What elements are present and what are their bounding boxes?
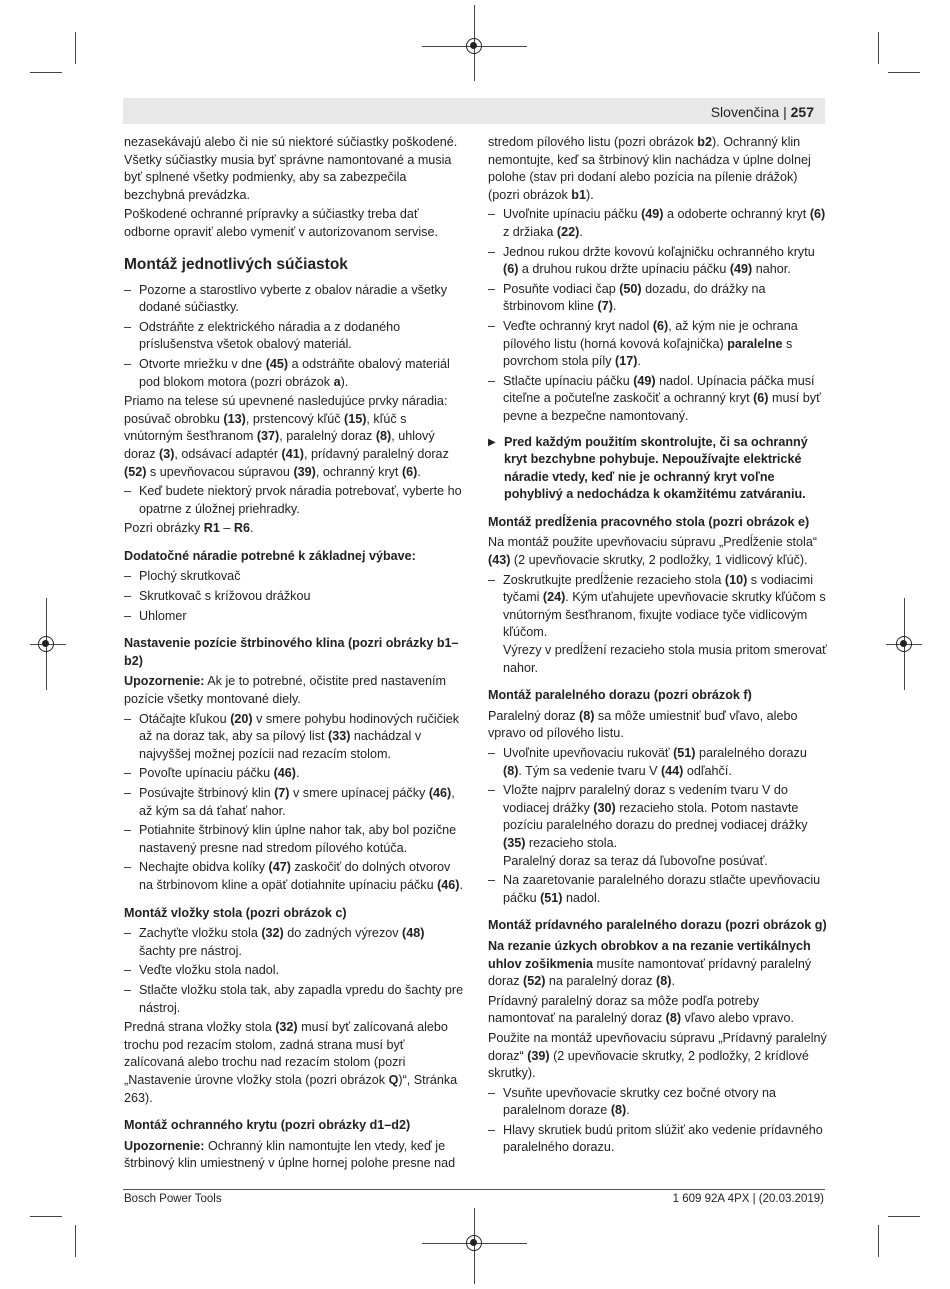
list-item: – Posúvajte štrbinový klin (7) v smere upínacej páčky (46), až kým sa dá ťahať nahor. (124, 785, 464, 820)
footer-divider (123, 1189, 825, 1190)
left-column (124, 134, 464, 1175)
subsection-heading: Montáž ochranného krytu (pozri obrázky d1–d2) (124, 1118, 411, 1133)
safety-warning: ▶ Pred každým použitím skontrolujte, či sa ochranný kryt bezchybne pohybuje. Nepoužívajte elektrické náradie vtedy, keď nie je ochranný kryt voľne pohyblivý a nedochádza k okamžitému zatváraniu. (488, 434, 828, 504)
paragraph: Upozornenie: Ak je to potrebné, očistite pred nastavením pozície všetky montované diely. (124, 674, 446, 707)
paragraph: Použite na montáž upevňovaciu súpravu „Prídavný paralelný doraz“ (39) (2 upevňovacie skrutky, 2 podložky, 2 krídlové skrutky). (488, 1030, 827, 1081)
registration-mark-icon (466, 38, 482, 54)
registration-mark-icon (896, 636, 912, 652)
paragraph: Priamo na telese sú upevnené nasledujúce prvky náradia: posúvač obrobku (13), prstencový kľúč (15), kľúč s vnútorným šesťhranom (37), paralelný doraz (8), uhlový doraz (3), odsávací adaptér (41), prídavný paralelný doraz (52) s upevňovacou súpravou (39), ochranný kryt (6). (124, 394, 449, 479)
list-item: – Jednou rukou držte kovovú koľajničku ochranného krytu (6) a druhou rukou držte upínaciu páčku (49) nahor. (488, 244, 828, 279)
crop-mark (30, 72, 62, 73)
list-item: – Otvorte mriežku v dne (45) a odstráňte obalový materiál pod blokom motora (pozri obrázok a). (124, 356, 464, 391)
subsection-heading: Nastavenie pozície štrbinového klina (pozri obrázky b1–b2) (124, 636, 459, 668)
page-header (711, 104, 814, 120)
list-item: – Stlačte vložku stola tak, aby zapadla vpredu do šachty pre nástroj. (124, 982, 464, 1017)
list-item: – Uvoľnite upínaciu páčku (49) a odoberte ochranný kryt (6) z držiaka (22). (488, 206, 828, 241)
subsection-heading: Montáž predĺženia pracovného stola (pozri obrázok e) (488, 514, 810, 529)
list-item: – Otáčajte kľukou (20) v smere pohybu hodinových ručičiek až na doraz tak, aby sa pílový list (33) nachádzal v najvyššej možnej pozícii nad rezacím stolom. (124, 711, 464, 764)
paragraph: Upozornenie: Ochranný klin namontujte len vtedy, keď je štrbinový klin umiestnený v úplne hornej polohe presne nad (124, 1138, 456, 1171)
list-item: – Odstráňte z elektrického náradia a z dodaného príslušenstva všetok obalový materiál. (124, 319, 464, 354)
subsection-heading: Montáž paralelného dorazu (pozri obrázok f) (488, 688, 752, 703)
list-item: – Na zaaretovanie paralelného dorazu stlačte upevňovaciu páčku (51) nadol. (488, 872, 828, 907)
list-item: – Vložte najprv paralelný doraz s vedením tvaru V do vodiacej drážky (30) rezacieho stola. Potom nastavte pozíciu paralelného dorazu do prednej vodiacej drážky (35) rezacieho stola. Paralelný doraz sa teraz dá ľubovoľne posúvať. (488, 782, 828, 870)
paragraph: Na rezanie úzkych obrobkov a na rezanie vertikálnych uhlov zošikmenia musíte namontovať prídavný paralelný doraz (52) na paralelný doraz (8). (488, 938, 812, 989)
paragraph: Poškodené ochranné prípravky a súčiastky treba dať odborne opraviť alebo vymeniť v autorizovanom servise. (124, 207, 438, 239)
list-item: – Uvoľnite upevňovaciu rukoväť (51) paralelného dorazu (8). Tým sa vedenie tvaru V (44) odľahčí. (488, 745, 828, 780)
list-item: – Hlavy skrutiek budú pritom slúžiť ako vedenie prídavného paralelného dorazu. (488, 1122, 828, 1157)
crop-mark (888, 1216, 920, 1217)
subsection-heading: Montáž prídavného paralelného dorazu (pozri obrázok g) (488, 918, 827, 933)
section-heading: Montáž jednotlivých súčiastok (124, 255, 348, 273)
bullet-list (124, 711, 464, 895)
list-item: – Zachyťte vložku stola (32) do zadných výrezov (48) šachty pre nástroj. (124, 925, 464, 960)
footer-doc-id: 1 609 92A 4PX | (20.03.2019) (672, 1193, 824, 1205)
list-item: – Stlačte upínaciu páčku (49) nadol. Upínacia páčka musí citeľne a počuteľne zaskočiť a ochranný kryt (6) musí byť pevne a bezpečne namontovaný. (488, 373, 828, 426)
bullet-list (124, 282, 464, 392)
list-item: – Posuňte vodiaci čap (50) dozadu, do drážky na štrbinovom kline (7). (488, 281, 828, 316)
page-number: 257 (790, 104, 814, 120)
paragraph: stredom pílového listu (pozri obrázok b2). Ochranný klin nemontujte, keď sa štrbinový klin nachádza v úplne dolnej polohe (stav pri dodaní alebo pozícia na pílenie drážok) (pozri obrázok b1). (488, 135, 811, 202)
bullet-list (124, 483, 464, 518)
crop-mark (30, 1216, 62, 1217)
paragraph: Predná strana vložky stola (32) musí byť zalícovaná alebo trochu pod rezacím stolom, zadná strana musí byť zalícovaná alebo trochu nad rezacím stolom (pozri „Nastavenie úrovne vložky stola (pozri obrázok Q)“, Stránka 263). (124, 1020, 458, 1105)
crop-mark (75, 1225, 76, 1257)
list-item: – Zoskrutkujte predĺženie rezacieho stola (10) s vodiacimi tyčami (24). Kým uťahujete upevňovacie skrutky kľúčom s vnútorným šesťhranom, fixujte vodiace tyče vidlicovým kľúčom. Výrezy v predĺžení rezacieho stola musia pritom smerovať nahor. (488, 572, 828, 678)
header-language: Slovenčina (710, 104, 780, 120)
paragraph: Na montáž použite upevňovaciu súpravu „Predĺženie stola“ (43) (2 upevňovacie skrutky, 2 podložky, 1 vidlicový kľúč). (488, 535, 818, 568)
list-item: – Keď budete niektorý prvok náradia potrebovať, vyberte ho opatrne z úložnej priehradky. (124, 483, 464, 518)
footer-brand: Bosch Power Tools (124, 1193, 222, 1205)
bullet-list (488, 206, 828, 425)
list-item: – Pozorne a starostlivo vyberte z obalov náradie a všetky dodané súčiastky. (124, 282, 464, 317)
subsection-heading: Dodatočné náradie potrebné k základnej výbave: (124, 548, 416, 563)
bullet-list (124, 568, 464, 625)
list-item: – Vsuňte upevňovacie skrutky cez bočné otvory na paralelnom doraze (8). (488, 1085, 828, 1120)
paragraph: Paralelný doraz (8) sa môže umiestniť buď vľavo, alebo vpravo od pílového listu. (488, 708, 798, 741)
registration-mark-icon (38, 636, 54, 652)
registration-mark-icon (466, 1235, 482, 1251)
header-separator: | (783, 104, 787, 120)
crop-mark (878, 1225, 879, 1257)
list-item: – Nechajte obidva kolíky (47) zaskočiť do dolných otvorov na štrbinovom kline a opäť dotiahnite upínaciu páčku (46). (124, 859, 464, 894)
subsection-heading: Montáž vložky stola (pozri obrázok c) (124, 905, 347, 920)
paragraph: Prídavný paralelný doraz sa môže podľa potreby namontovať na paralelný doraz (8) vľavo alebo vpravo. (488, 993, 794, 1026)
crop-mark (888, 72, 920, 73)
list-item: – Povoľte upínaciu páčku (46). (124, 765, 464, 783)
list-item: – Veďte ochranný kryt nadol (6), až kým nie je ochrana pílového listu (horná kovová koľajnička) paralelne s povrchom stola píly (17). (488, 318, 828, 371)
list-item: – Potiahnite štrbinový klin úplne nahor tak, aby bol pozične nastavený presne nad stredom pílového kotúča. (124, 822, 464, 857)
bullet-list (488, 745, 828, 907)
list-item: – Plochý skrutkovač (124, 568, 464, 586)
crop-mark (75, 32, 76, 64)
list-item: – Skrutkovač s krížovou drážkou (124, 588, 464, 606)
right-column (488, 134, 828, 1159)
list-item: – Uhlomer (124, 608, 464, 626)
list-item: – Veďte vložku stola nadol. (124, 962, 464, 980)
crop-mark (878, 32, 879, 64)
paragraph: nezasekávajú alebo či nie sú niektoré súčiastky poškodené. Všetky súčiastky musia byť správne namontované a musia byť splnené všetky podmienky, aby sa zabezpečila bezchybná prevádzka. (124, 135, 458, 202)
bullet-list (488, 572, 828, 678)
bullet-list (124, 925, 464, 1017)
paragraph: Pozri obrázky R1 – R6. (124, 521, 254, 536)
bullet-list (488, 1085, 828, 1157)
